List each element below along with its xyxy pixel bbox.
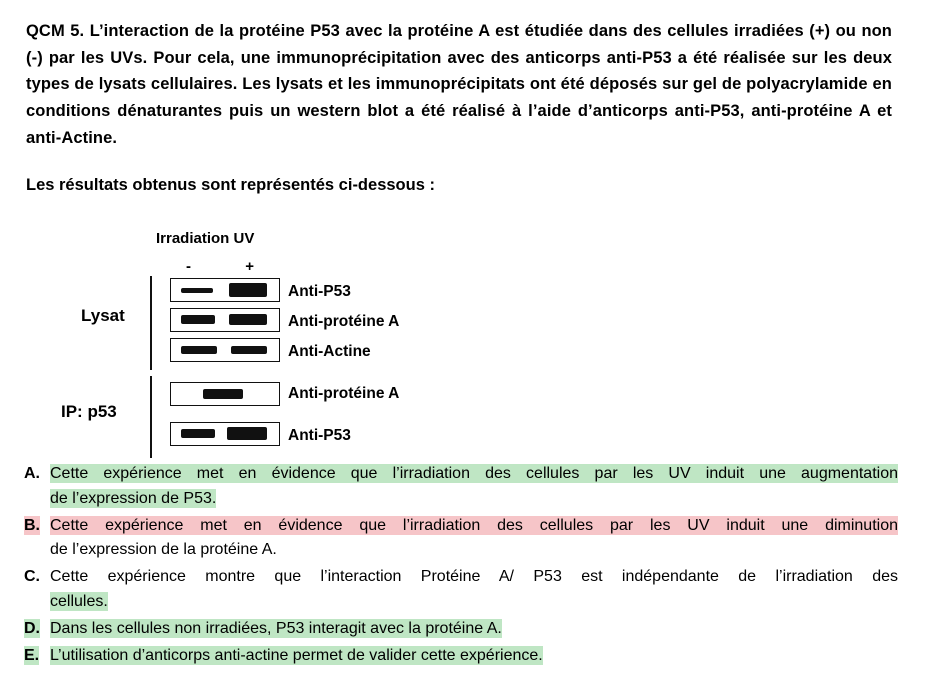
answer-option-b[interactable]	[20, 514, 906, 564]
blot-caption-ip-proteinA: Anti-protéine A	[288, 385, 400, 403]
band-plus	[229, 314, 267, 325]
question-stem: QCM 5. L’interaction de la protéine P53 avec la protéine A est étudiée dans des cellules irradiées (+) ou non (-) par les UVs. Pour cela, une immunoprécipitation avec des anticorps anti-P53 a été réalisée sur les deux types de lysats cellulaires. Les lysats et les immunoprécipitats ont été déposés sur gel de polyacrylamide en conditions dénaturantes puis un western blot a été réalisé à l’aide d’anticorps anti-P53, anti-protéine A et anti-Actine.	[26, 22, 892, 147]
answer-letter-text: B.	[24, 516, 40, 534]
answer-line-text: Dans les cellules non irradiées, P53 interagit avec la protéine A.	[50, 619, 502, 637]
answer-letter-c: C.	[24, 568, 40, 586]
answer-line	[50, 617, 898, 642]
blot-caption-lysat-p53: Anti-P53	[288, 283, 351, 301]
band-plus	[203, 389, 243, 399]
group-label-lysat: Lysat	[81, 306, 125, 326]
answer-line	[50, 462, 898, 487]
answer-text-d	[50, 617, 906, 642]
lane-label-minus: -	[186, 258, 191, 276]
answer-line	[50, 644, 898, 669]
blot-row-lysat-p53	[170, 278, 280, 302]
question-subline: Les résultats obtenus sont représentés ci-dessous :	[26, 175, 435, 194]
blot-row-ip-proteinA	[170, 382, 280, 406]
answer-line	[50, 565, 898, 590]
answer-line-text: Cette expérience met en évidence que l’irradiation des cellules par les UV induit une augmentation	[50, 465, 898, 482]
blot-row-lysat-actine	[170, 338, 280, 362]
answer-text-a	[50, 462, 906, 512]
band-minus	[181, 429, 215, 438]
answer-letter-d	[20, 617, 50, 642]
lane-label-plus: +	[245, 258, 254, 276]
answer-letter-b	[20, 514, 50, 539]
answer-text-e	[50, 644, 906, 669]
lane-labels	[176, 258, 276, 275]
answer-line-text: de l’expression de la protéine A.	[50, 541, 277, 559]
bracket-lysat	[150, 276, 152, 370]
group-label-ip: IP: p53	[61, 402, 117, 422]
answer-text-b	[50, 514, 906, 564]
blot-row-ip-p53	[170, 422, 280, 446]
answer-option-d[interactable]	[20, 617, 906, 642]
band-plus	[231, 346, 267, 354]
answer-letter-e	[20, 644, 50, 669]
answer-line	[50, 487, 898, 512]
blot-row-lysat-proteinA	[170, 308, 280, 332]
answer-line	[50, 590, 898, 615]
answer-line-text: de l’expression de P53.	[50, 489, 217, 507]
figure-title: Irradiation UV	[156, 230, 255, 248]
bracket-ip	[150, 376, 152, 458]
blot-caption-lysat-actine: Anti-Actine	[288, 343, 371, 361]
answer-letter-a: A.	[24, 465, 40, 482]
western-blot-figure	[26, 214, 900, 472]
answer-option-e[interactable]	[20, 644, 906, 669]
band-plus	[227, 427, 267, 440]
answer-option-c[interactable]	[20, 565, 906, 615]
answer-line-text: cellules.	[50, 592, 108, 610]
blot-caption-ip-p53: Anti-P53	[288, 427, 351, 445]
band-minus	[181, 315, 215, 324]
answer-line	[50, 514, 898, 539]
answer-option-a[interactable]	[20, 462, 906, 512]
answer-line-text: Cette expérience met en évidence que l’irradiation des cellules par les UV induit une diminution	[50, 516, 898, 534]
answer-line	[50, 538, 898, 563]
answer-list	[20, 462, 906, 670]
answer-line-text: Cette expérience montre que l’interaction Protéine A/ P53 est indépendante de l’irradiation des	[50, 568, 898, 586]
band-minus	[181, 346, 217, 354]
blot-caption-lysat-proteinA: Anti-protéine A	[288, 313, 400, 331]
band-minus	[181, 288, 213, 293]
answer-letter-text: E.	[24, 646, 40, 664]
band-plus	[229, 283, 267, 297]
answer-letter-text: D.	[24, 619, 40, 637]
answer-line-text: L’utilisation d’anticorps anti-actine permet de valider cette expérience.	[50, 646, 543, 664]
answer-text-c	[50, 565, 906, 615]
